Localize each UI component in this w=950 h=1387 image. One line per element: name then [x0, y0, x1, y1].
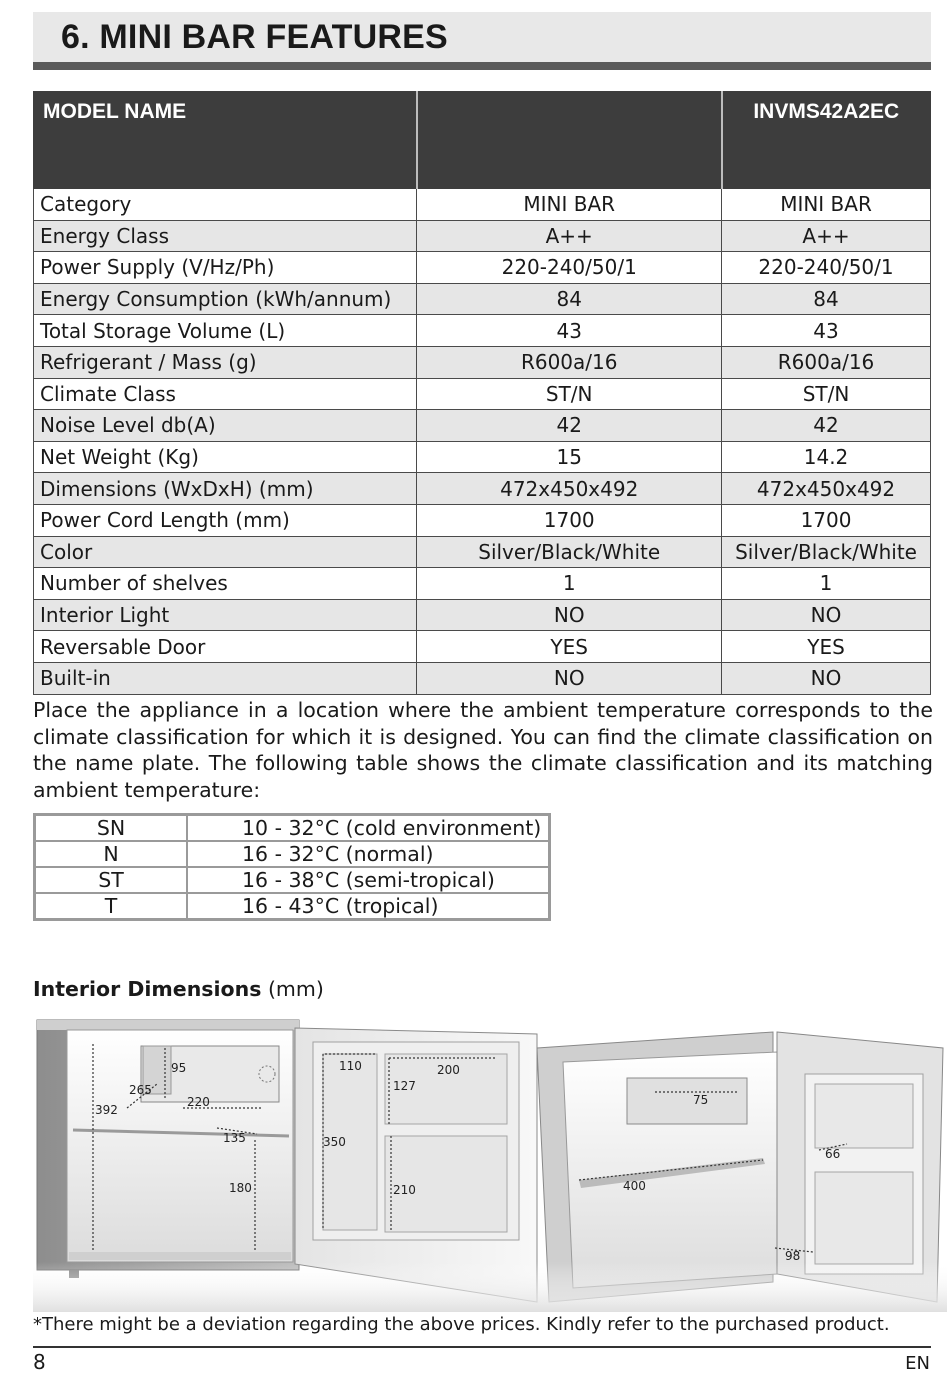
spec-row [34, 599, 931, 631]
spec-label: Number of shelves [34, 568, 417, 600]
spec-row [34, 662, 931, 694]
spec-row [34, 441, 931, 473]
climate-row [35, 815, 550, 842]
spec-value-model-2: A++ [722, 220, 931, 252]
model-name-header: MODEL NAME [34, 92, 417, 189]
spec-value-model-2: 14.2 [722, 441, 931, 473]
spec-value-model-1: 1700 [417, 504, 722, 536]
dim-label: 98 [785, 1249, 801, 1263]
spec-row [34, 252, 931, 284]
dim-label: 200 [437, 1063, 460, 1077]
spec-row [34, 631, 931, 663]
spec-label: Reversable Door [34, 631, 417, 663]
spec-row [34, 536, 931, 568]
dim-label: 220 [187, 1095, 210, 1109]
spec-value-model-1: MINI BAR [417, 189, 722, 221]
spec-label: Energy Consumption (kWh/annum) [34, 283, 417, 315]
dim-label: 66 [825, 1147, 841, 1161]
spec-row [34, 189, 931, 221]
fridge-side-view [537, 1032, 943, 1302]
interior-dimensions-photo [33, 1012, 947, 1312]
dim-label: 400 [623, 1179, 646, 1193]
dim-label: 180 [229, 1181, 252, 1195]
spec-label: Dimensions (WxDxH) (mm) [34, 473, 417, 505]
spec-label: Built-in [34, 662, 417, 694]
language-code: EN [905, 1353, 930, 1374]
spec-row [34, 473, 931, 505]
spec-value-model-2: 1 [722, 568, 931, 600]
spec-row [34, 315, 931, 347]
spec-value-model-1: YES [417, 631, 722, 663]
spec-label: Net Weight (Kg) [34, 441, 417, 473]
climate-class: ST [35, 867, 188, 893]
spec-value-model-2: 472x450x492 [722, 473, 931, 505]
spec-value-model-1: 220-240/50/1 [417, 252, 722, 284]
spec-value-model-2: 84 [722, 283, 931, 315]
dim-label: 135 [223, 1131, 246, 1145]
spec-row [34, 378, 931, 410]
spec-value-model-1: NO [417, 599, 722, 631]
interior-title-unit: (mm) [267, 977, 324, 1001]
spec-value-model-1: 42 [417, 410, 722, 442]
spec-value-model-2: 43 [722, 315, 931, 347]
spec-value-model-1: A++ [417, 220, 722, 252]
spec-row [34, 504, 931, 536]
spec-row [34, 346, 931, 378]
spec-row [34, 568, 931, 600]
dim-label: 110 [339, 1059, 362, 1073]
climate-row [35, 841, 550, 867]
spec-label: Color [34, 536, 417, 568]
climate-range: 16 - 43°C (tropical) [187, 893, 550, 920]
spec-label: Refrigerant / Mass (g) [34, 346, 417, 378]
spec-label: Energy Class [34, 220, 417, 252]
spec-table [33, 91, 931, 695]
spec-value-model-1: ST/N [417, 378, 722, 410]
climate-class: SN [35, 815, 188, 842]
model-1-header [417, 92, 722, 189]
footnote: *There might be a deviation regarding the above prices. Kindly refer to the purchased product. [33, 1314, 890, 1335]
section-title: 6. MINI BAR FEATURES [61, 18, 448, 56]
climate-class-table [33, 813, 551, 921]
dim-label: 127 [393, 1079, 416, 1093]
interior-title-bold: Interior Dimensions [33, 977, 262, 1001]
section-title-bar [33, 12, 931, 70]
spec-value-model-2: MINI BAR [722, 189, 931, 221]
spec-header-row [34, 92, 931, 189]
climate-class: T [35, 893, 188, 920]
spec-value-model-2: R600a/16 [722, 346, 931, 378]
spec-value-model-1: 1 [417, 568, 722, 600]
climate-range: 10 - 32°C (cold environment) [187, 815, 550, 842]
climate-row [35, 867, 550, 893]
spec-value-model-2: 42 [722, 410, 931, 442]
spec-value-model-2: 1700 [722, 504, 931, 536]
spec-value-model-2: Silver/Black/White [722, 536, 931, 568]
climate-class: N [35, 841, 188, 867]
spec-value-model-2: NO [722, 599, 931, 631]
open-door [295, 1028, 537, 1302]
spec-value-model-1: 84 [417, 283, 722, 315]
spec-value-model-1: R600a/16 [417, 346, 722, 378]
spec-label: Power Supply (V/Hz/Ph) [34, 252, 417, 284]
climate-range: 16 - 32°C (normal) [187, 841, 550, 867]
spec-label: Climate Class [34, 378, 417, 410]
interior-dimensions-title [33, 977, 324, 1001]
dim-label: 392 [95, 1103, 118, 1117]
spec-row [34, 410, 931, 442]
spec-label: Total Storage Volume (L) [34, 315, 417, 347]
placement-instructions: Place the appliance in a location where the ambient temperature corresponds to the climate classification for which it is designed. You can find the climate classification on the name plate. The following table shows the climate classification and its matching ambient temperature: [33, 698, 933, 802]
dim-label: 75 [693, 1093, 709, 1107]
model-2-header: INVMS42A2EC [722, 92, 931, 189]
spec-value-model-2: 220-240/50/1 [722, 252, 931, 284]
climate-range: 16 - 38°C (semi-tropical) [187, 867, 550, 893]
spec-value-model-2: YES [722, 631, 931, 663]
spec-value-model-2: ST/N [722, 378, 931, 410]
spec-label: Category [34, 189, 417, 221]
dim-label: 265 [129, 1083, 152, 1097]
spec-value-model-2: NO [722, 662, 931, 694]
climate-row [35, 893, 550, 920]
dim-label: 95 [171, 1061, 187, 1075]
spec-value-model-1: NO [417, 662, 722, 694]
spec-value-model-1: Silver/Black/White [417, 536, 722, 568]
spec-value-model-1: 43 [417, 315, 722, 347]
dim-label: 210 [393, 1183, 416, 1197]
dim-label: 350 [323, 1135, 346, 1149]
spec-value-model-1: 472x450x492 [417, 473, 722, 505]
spec-label: Noise Level db(A) [34, 410, 417, 442]
page-number: 8 [33, 1350, 46, 1374]
spec-label: Power Cord Length (mm) [34, 504, 417, 536]
spec-row [34, 283, 931, 315]
fridge-front-view [37, 1020, 299, 1278]
spec-row [34, 220, 931, 252]
spec-label: Interior Light [34, 599, 417, 631]
spec-value-model-1: 15 [417, 441, 722, 473]
footer-divider [33, 1346, 931, 1348]
